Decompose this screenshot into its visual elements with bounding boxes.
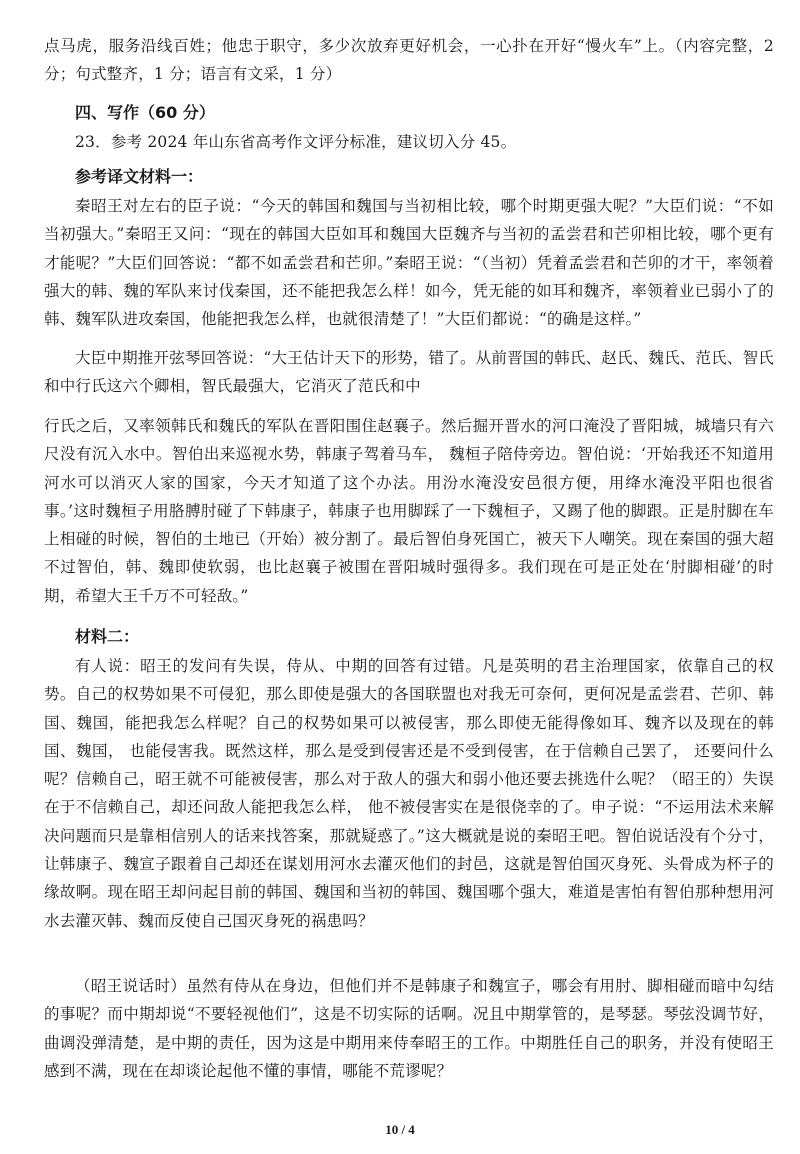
answer-continuation: 点马虎，服务沿线百姓；他忠于职守，多少次放弃更好机会，一心扑在开好“慢火车”上。（内容完整，2分；句式整齐，1 分；语言有文采，1 分） — [44, 37, 774, 84]
paragraph-material-1-part-1: 秦昭王对左右的臣子说：“今天的韩国和魏国与当初相比较，哪个时期更强大呢？”大臣们说：“不如当初强大。”秦昭王又问：“现在的韩国大臣如耳和魏国大臣魏齐与当初的孟尝君和芒卯相比较，哪个更有才能呢？”大臣们回答说：“都不如孟尝君和芒卯。”秦昭王说：“（当初）凭着孟尝君和芒卯的才干，率领着强大的韩、魏的军队来讨伐秦国，还不能把我怎么样！如今，凭无能的如耳和魏齐，率领着业已弱小了的韩、魏军队进攻秦国，他能把我怎么样，也就很清楚了！”大臣们都说：“的确是这样。” — [44, 197, 774, 329]
reference-translation-heading: 参考译文材料一： — [75, 167, 204, 186]
paragraph-material-2: 有人说：昭王的发问有失误，侍从、中期的回答有过错。凡是英明的君主治理国家，依靠自己的权势。自己的权势如果不可侵犯，那么即使是强大的各国联盟也对我无可奈何，更何况是孟尝君、芒卯、韩国、魏国，能把我怎么样呢？自己的权势如果可以被侵害，那么即使无能得像如耳、魏齐以及现在的韩国、魏国， 也能侵害我。既然这样，那么是受到侵害还是不受到侵害，在于信赖自己罢了， 还要问什么呢？信赖自己，昭王就不可能被侵害，那么对于敌人的强大和弱小他还要去挑选什么呢？（昭王的）失误在于不信赖自己，却还问敌人能把我怎么样， 他不被侵害实在是很侥幸的了。申子说：“不运用法术来解决问题而只是靠相信别人的话来找答案，那就疑惑了。”这大概就是说的秦昭王吧。智伯说话没有个分寸，让韩康子、魏宣子跟着自己却还在谋划用河水去灌灭他们的封邑，这就是智伯国灭身死、头骨成为杯子的缘故啊。现在昭王却问起目前的韩国、魏国和当初的韩国、魏国哪个强大，难道是害怕有智伯那种想用河水去灌灭韩、魏而反使自己国灭身死的祸患吗？ — [44, 657, 774, 930]
paragraph-material-1-part-2a: 大臣中期推开弦琴回答说：“大王估计天下的形势，错了。从前晋国的韩氏、赵氏、魏氏、范氏、智氏和中行氏这六个卿相，智氏最强大，它消灭了范氏和中 — [44, 349, 774, 396]
material-2-heading: 材料二： — [75, 627, 140, 646]
page-number: 10 / 4 — [385, 1122, 415, 1137]
paragraph-material-2-continuation: （昭王说话时）虽然有侍从在身边，但他们并不是韩康子和魏宣子，哪会有用肘、脚相碰而暗中勾结的事呢？而中期却说“不要轻视他们”，这是不切实际的话啊。况且中期掌管的，是琴瑟。琴弦没调节好，曲调没弹清楚，是中期的责任，因为这是中期用来侍奉昭王的工作。中期胜任自己的职务，并没有使昭王感到不满，现在在却谈论起他不懂的事情，哪能不荒谬呢？ — [44, 977, 774, 1080]
section-title: 四、写作（60 分） — [75, 103, 215, 122]
paragraph-material-1-part-2b: 行氏之后，又率领韩氏和魏氏的军队在晋阳围住赵襄子。然后掘开晋水的河口淹没了晋阳城，城墙只有六尺没有沉入水中。智伯出来巡视水势，韩康子驾着马车， 魏桓子陪侍旁边。智伯说：‘开始我还不知道用河水可以消灭人家的国家，今天才知道了这个办法。用汾水淹没安邑很方便，用绛水淹没平阳也很省事。’这时魏桓子用胳膊肘碰了下韩康子，韩康子也用脚踩了一下魏桓子，又踢了他的脚跟。正是肘脚在车上相碰的时候，智伯的土地已（开始）被分割了。最后智伯身死国亡，被天下人嘲笑。现在秦国的强大超不过智伯，韩、魏即使软弱，也比赵襄子被围在晋阳城时强得多。我们现在可是正处在‘肘脚相碰’的时期，希望大王千万不可轻敌。” — [44, 417, 774, 605]
question-23: 23．参考 2024 年山东省高考作文评分标准，建议切入分 45。 — [75, 133, 517, 151]
